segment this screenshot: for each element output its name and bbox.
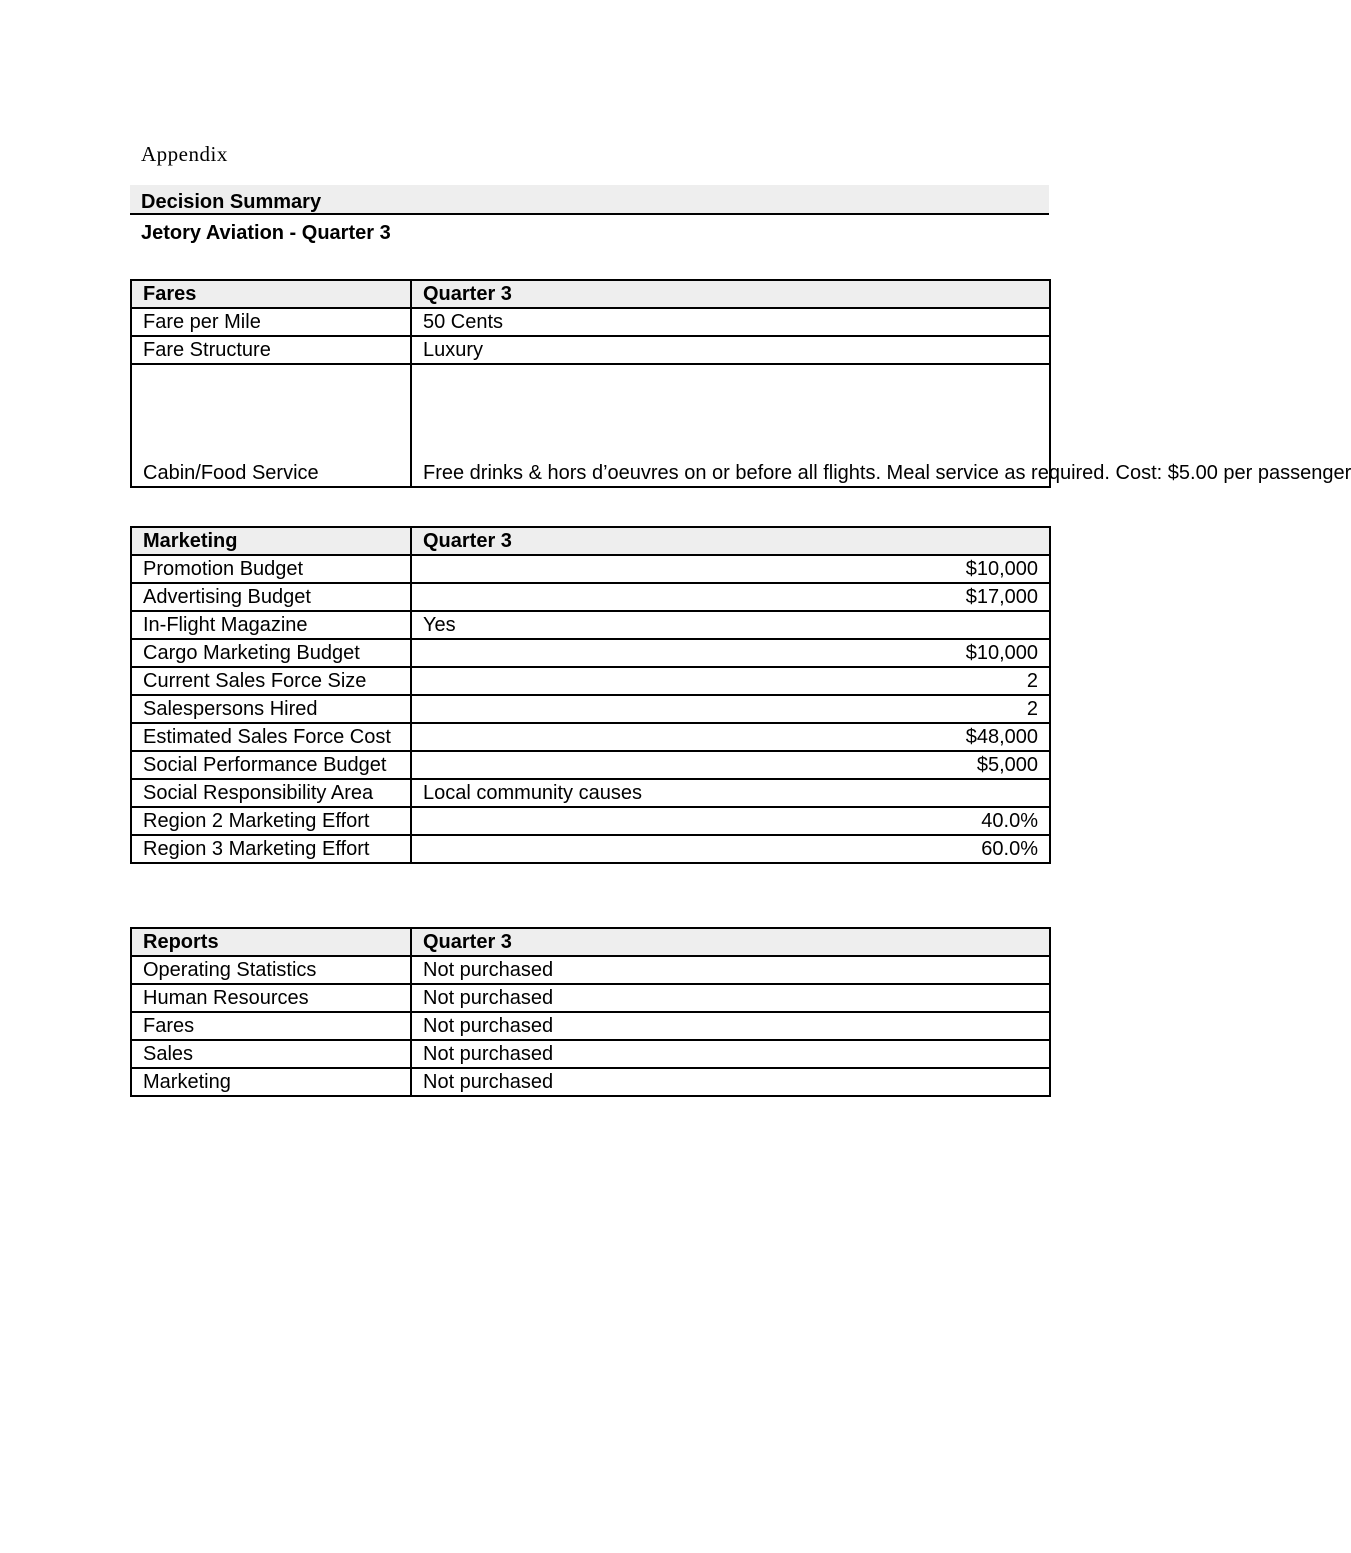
region-2-marketing-effort-value: 40.0% (411, 807, 1050, 835)
region-3-marketing-effort-value: 60.0% (411, 835, 1050, 863)
fare-structure-value: Luxury (411, 336, 1050, 364)
operating-statistics-value: Not purchased (411, 956, 1050, 984)
decision-summary-title: Decision Summary (141, 191, 322, 213)
table-row (131, 336, 1050, 364)
human-resources-label: Human Resources (131, 984, 411, 1012)
salespersons-hired-value: 2 (411, 695, 1050, 723)
fares-report-value: Not purchased (411, 1012, 1050, 1040)
table-row (131, 639, 1050, 667)
table-row (131, 807, 1050, 835)
estimated-sales-force-cost-label: Estimated Sales Force Cost (131, 723, 411, 751)
table-row (131, 308, 1050, 336)
sales-report-label: Sales (131, 1040, 411, 1068)
marketing-report-value: Not purchased (411, 1068, 1050, 1096)
in-flight-magazine-value: Yes (411, 611, 1050, 639)
social-responsibility-area-label: Social Responsibility Area (131, 779, 411, 807)
table-row (131, 611, 1050, 639)
cargo-marketing-budget-label: Cargo Marketing Budget (131, 639, 411, 667)
table-row (131, 751, 1050, 779)
company-quarter-subtitle: Jetory Aviation - Quarter 3 (141, 222, 391, 244)
fares-header-label: Fares (131, 280, 411, 308)
fares-report-label: Fares (131, 1012, 411, 1040)
marketing-report-label: Marketing (131, 1068, 411, 1096)
cabin-food-service-label: Cabin/Food Service (131, 364, 411, 487)
in-flight-magazine-label: In-Flight Magazine (131, 611, 411, 639)
salespersons-hired-label: Salespersons Hired (131, 695, 411, 723)
table-row (131, 1040, 1050, 1068)
fares-header-row (131, 280, 1050, 308)
table-row (131, 695, 1050, 723)
table-row (131, 364, 1050, 487)
reports-table (130, 927, 1051, 1097)
decision-summary-bar (130, 185, 1049, 215)
fares-header-quarter: Quarter 3 (411, 280, 1050, 308)
marketing-header-quarter: Quarter 3 (411, 527, 1050, 555)
table-row (131, 1068, 1050, 1096)
appendix-heading: Appendix (141, 142, 228, 166)
current-sales-force-size-value: 2 (411, 667, 1050, 695)
human-resources-value: Not purchased (411, 984, 1050, 1012)
advertising-budget-value: $17,000 (411, 583, 1050, 611)
region-2-marketing-effort-label: Region 2 Marketing Effort (131, 807, 411, 835)
marketing-table (130, 526, 1051, 864)
promotion-budget-value: $10,000 (411, 555, 1050, 583)
current-sales-force-size-label: Current Sales Force Size (131, 667, 411, 695)
region-3-marketing-effort-label: Region 3 Marketing Effort (131, 835, 411, 863)
social-responsibility-area-value: Local community causes (411, 779, 1050, 807)
table-row (131, 723, 1050, 751)
reports-header-row (131, 928, 1050, 956)
advertising-budget-label: Advertising Budget (131, 583, 411, 611)
fares-table (130, 279, 1351, 488)
reports-header-label: Reports (131, 928, 411, 956)
cabin-food-service-value: Free drinks & hors d’oeuvres on or before all flights. Meal service as required. Cost: $5.00 per passenger (411, 364, 1050, 487)
estimated-sales-force-cost-value: $48,000 (411, 723, 1050, 751)
table-row (131, 835, 1050, 863)
marketing-header-label: Marketing (131, 527, 411, 555)
sales-report-value: Not purchased (411, 1040, 1050, 1068)
marketing-header-row (131, 527, 1050, 555)
promotion-budget-label: Promotion Budget (131, 555, 411, 583)
table-row (131, 667, 1050, 695)
table-row (131, 1012, 1050, 1040)
operating-statistics-label: Operating Statistics (131, 956, 411, 984)
reports-header-quarter: Quarter 3 (411, 928, 1050, 956)
fare-per-mile-value: 50 Cents (411, 308, 1050, 336)
table-row (131, 779, 1050, 807)
social-performance-budget-value: $5,000 (411, 751, 1050, 779)
cargo-marketing-budget-value: $10,000 (411, 639, 1050, 667)
social-performance-budget-label: Social Performance Budget (131, 751, 411, 779)
fare-structure-label: Fare Structure (131, 336, 411, 364)
table-row (131, 984, 1050, 1012)
fare-per-mile-label: Fare per Mile (131, 308, 411, 336)
table-row (131, 555, 1050, 583)
table-row (131, 956, 1050, 984)
table-row (131, 583, 1050, 611)
